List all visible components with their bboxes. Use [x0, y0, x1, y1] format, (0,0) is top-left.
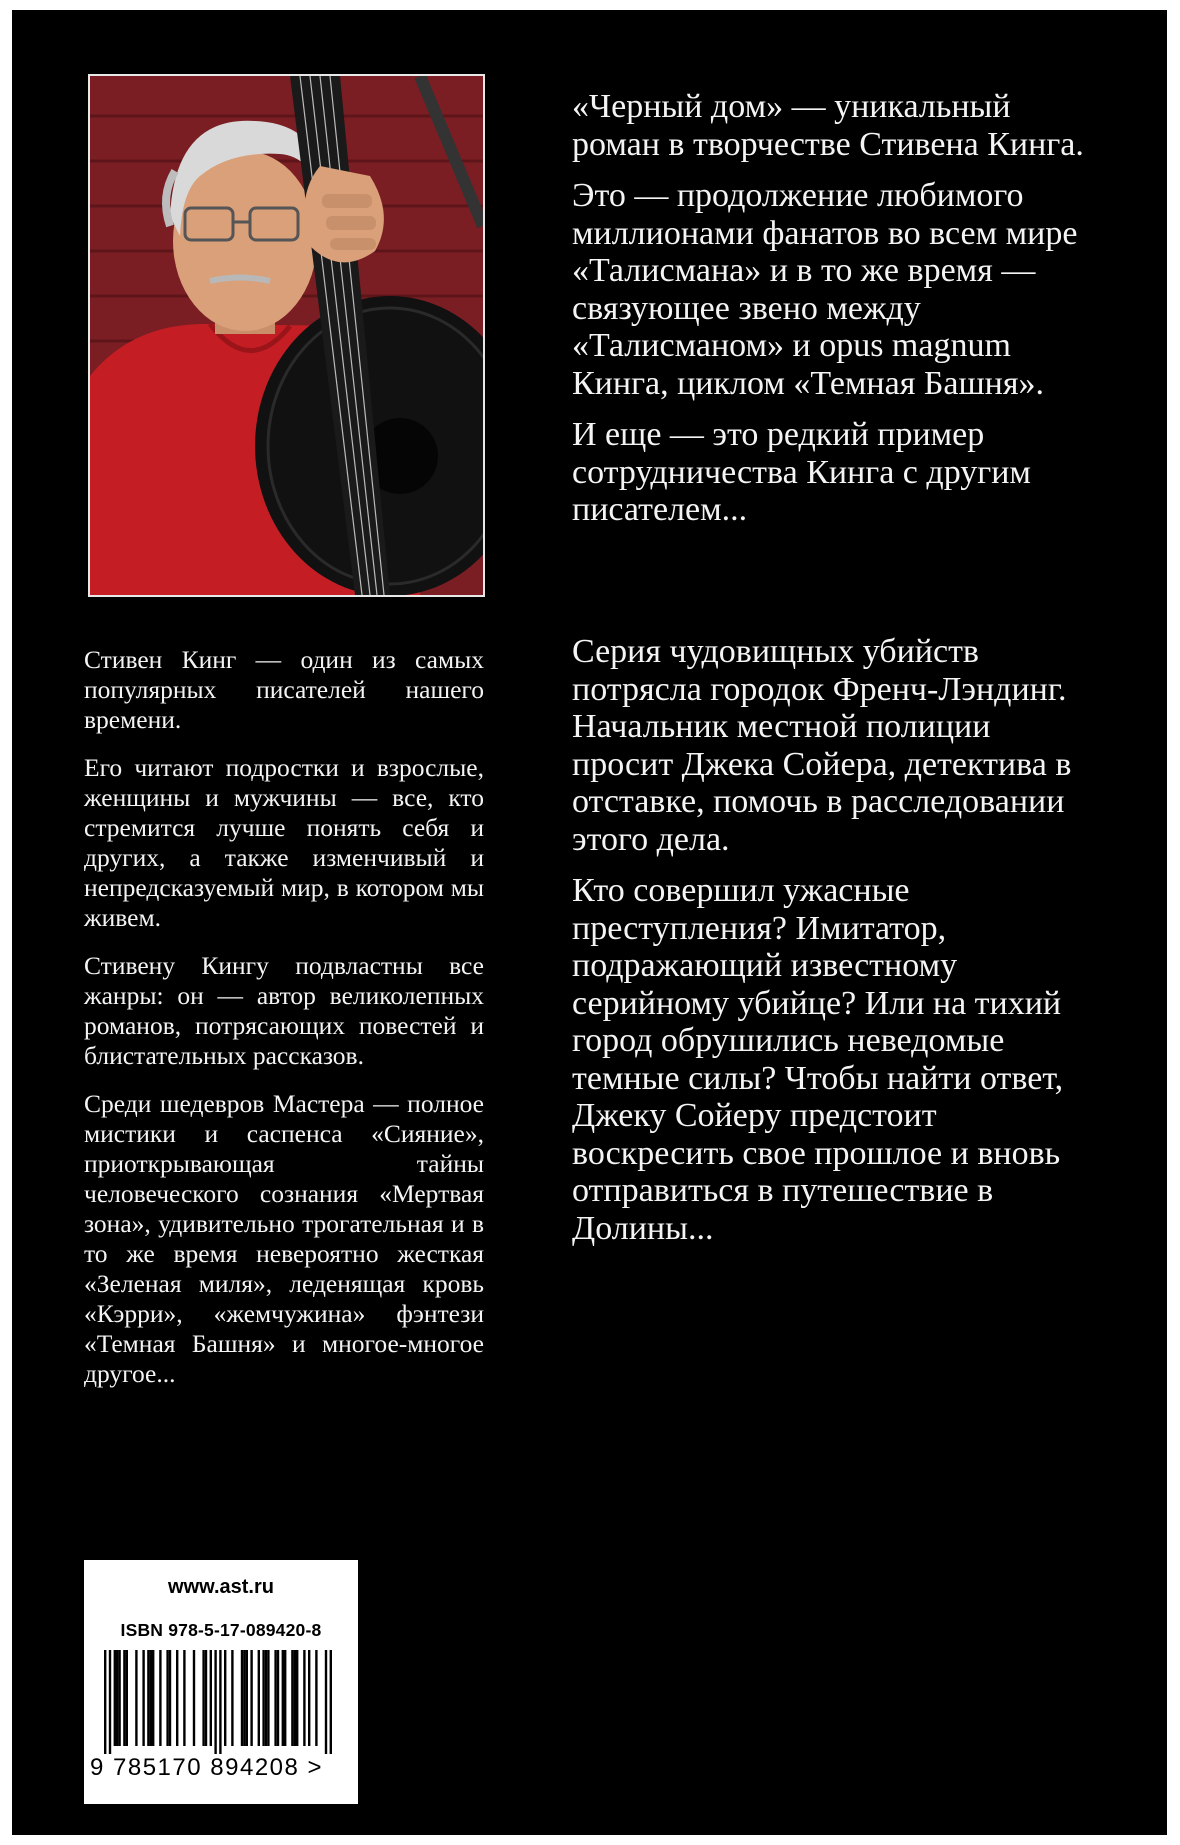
- barcode-bar: [176, 1650, 178, 1746]
- barcode-bar: [243, 1650, 245, 1746]
- barcode-bar: [193, 1650, 195, 1746]
- barcode-bar: [114, 1650, 116, 1746]
- barcode-bar: [152, 1650, 154, 1746]
- barcode-bar: [262, 1650, 264, 1746]
- barcode-bar: [284, 1650, 286, 1746]
- synopsis-section: [572, 633, 1092, 1261]
- barcode-bar: [126, 1650, 128, 1746]
- barcode-digits: 9 785170 894208 >: [90, 1754, 324, 1781]
- barcode-bar: [303, 1650, 305, 1746]
- barcode-bar: [308, 1650, 310, 1746]
- barcode-bar: [241, 1650, 243, 1746]
- barcode-bar: [325, 1650, 327, 1754]
- barcode-bar: [147, 1650, 149, 1746]
- barcode-bar: [267, 1650, 269, 1746]
- barcode-bar: [277, 1650, 279, 1746]
- barcode-bar: [150, 1650, 152, 1746]
- author-photo: [88, 74, 485, 597]
- about-book-section: [572, 88, 1092, 543]
- barcode-bar: [169, 1650, 171, 1746]
- about-book-paragraph: Это — продолжение любимого миллионами фанатов во всем мире «Талисмана» и в то же время — связующее звено между «Талисманом» и opus magnum Кинга, циклом «Темная Башня».: [572, 177, 1078, 402]
- barcode-bar: [202, 1650, 204, 1746]
- barcode-bar: [210, 1650, 212, 1746]
- barcode-bar: [118, 1650, 120, 1746]
- barcode-bar: [183, 1650, 185, 1746]
- barcode-bar: [159, 1650, 161, 1746]
- about-author-section: [84, 645, 484, 1407]
- barcode-bar: [246, 1650, 248, 1746]
- barcode-bar: [205, 1650, 207, 1746]
- about-book-paragraph: И еще — это редкий пример сотрудничества Кинга с другим писателем...: [572, 416, 1031, 528]
- barcode-bar: [291, 1650, 293, 1746]
- barcode-bars: [104, 1650, 338, 1754]
- barcode-bar: [109, 1650, 111, 1754]
- barcode-bar: [274, 1650, 276, 1746]
- barcode-bar: [250, 1650, 252, 1746]
- barcode-bar: [116, 1650, 118, 1746]
- barcode-bar: [104, 1650, 106, 1754]
- about-book-paragraph: «Черный дом» — уникальный роман в творчестве Стивена Кинга.: [572, 88, 1084, 163]
- barcode-bar: [135, 1650, 137, 1746]
- barcode-bar: [265, 1650, 267, 1746]
- isbn-number: ISBN 978-5-17-089420-8: [120, 1620, 322, 1640]
- barcode-bar: [123, 1650, 125, 1746]
- barcode-bar: [294, 1650, 296, 1746]
- about-author-paragraph: Стивену Кингу подвластны все жанры: он — автор великолепных романов, потрясающих повестей и блистательных рассказов.: [84, 951, 484, 1070]
- barcode-bar: [282, 1650, 284, 1746]
- about-author-paragraph: Среди шедевров Мастера — полное мистики и саспенса «Сияние», приоткрывающая тайны человеческого сознания «Мертвая зона», удивительно трогательная и в то же время невероятно жесткая «Зеленая миля», леденящая кровь «Кэрри», «жемчужина» фэнтези «Темная Башня» и многое-многое другое...: [84, 1089, 484, 1388]
- barcode-bar: [166, 1650, 168, 1746]
- barcode-bar: [258, 1650, 260, 1746]
- publisher-website: www.ast.ru: [168, 1576, 274, 1598]
- synopsis-paragraph: Серия чудовищных убийств потрясла городок Френч-Лэндинг. Начальник местной полиции просит Джека Сойера, детектива в отставке, помочь в расследовании этого дела.: [572, 633, 1072, 858]
- barcode-bar: [296, 1650, 298, 1746]
- barcode-bar: [214, 1650, 216, 1754]
- barcode-bar: [219, 1650, 221, 1754]
- barcode-bar: [224, 1650, 226, 1746]
- book-back-cover: [12, 10, 1167, 1835]
- barcode-bar: [231, 1650, 233, 1746]
- barcode-label: [84, 1560, 358, 1804]
- about-author-paragraph: Стивен Кинг — один из самых популярных писателей нашего времени.: [84, 645, 484, 734]
- barcode-bar: [330, 1650, 332, 1754]
- synopsis-paragraph: Кто совершил ужасные преступления? Имитатор, подражающий известному серийному убийце? Или на тихий город обрушились неведомые темные силы? Чтобы найти ответ, Джеку Сойеру предстоит воскресить свое прошлое и вновь отправиться в путешествие в Долины...: [572, 872, 1064, 1247]
- about-author-paragraph: Его читают подростки и взрослые, женщины и мужчины — все, кто стремится лучше понять себя и других, а также изменчивый и непредсказуемый мир, в котором мы живем.: [84, 753, 484, 932]
- barcode-bar: [315, 1650, 317, 1746]
- author-portrait-image: [90, 76, 483, 595]
- barcode-bar: [142, 1650, 144, 1746]
